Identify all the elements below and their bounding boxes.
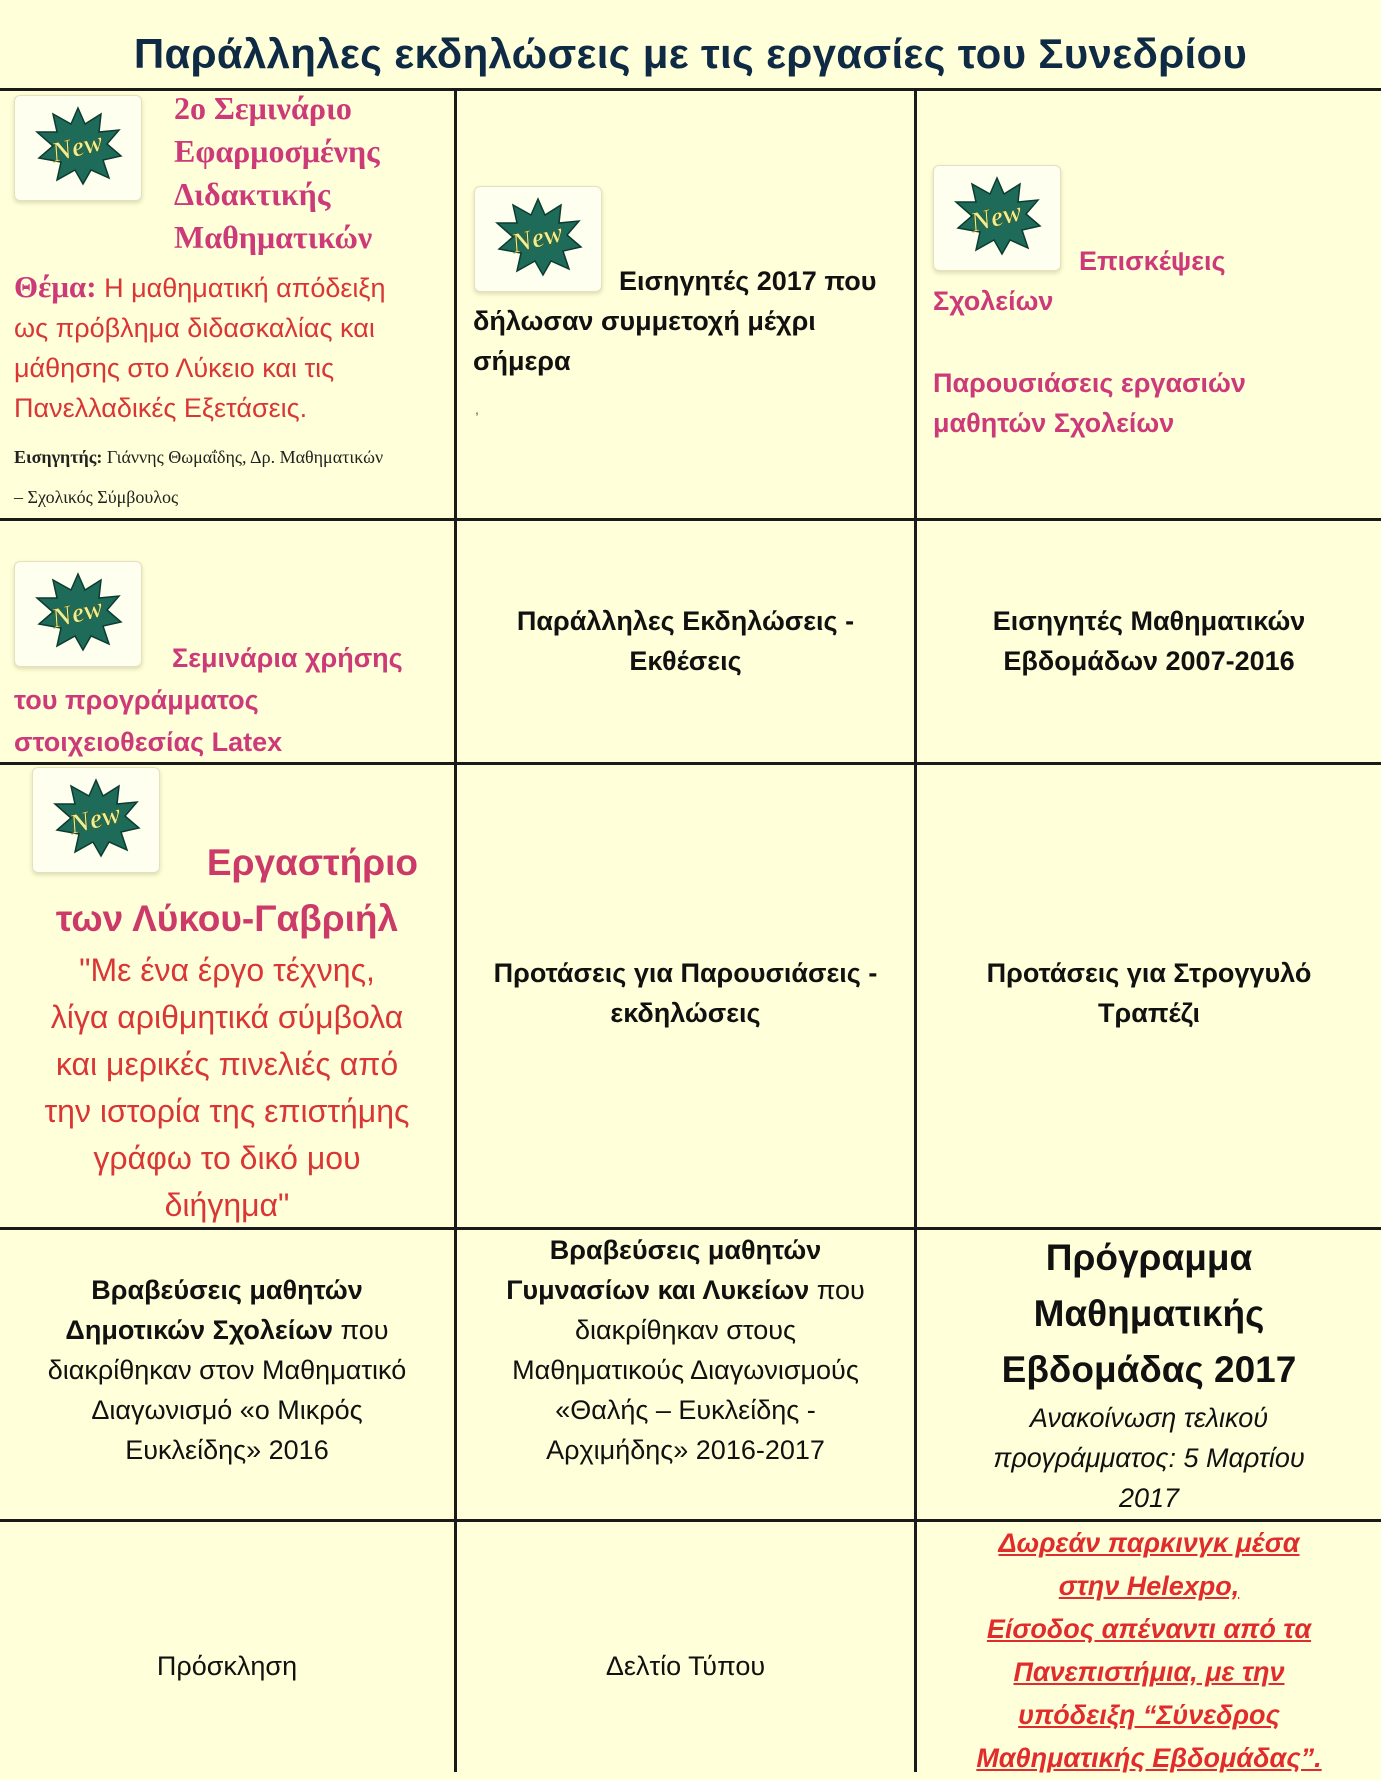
primary-awards-line: που [333, 1315, 389, 1345]
cell-primary-awards[interactable] [0, 1230, 454, 1519]
parallel-events-link[interactable]: Παράλληλες Εκδηλώσεις - [516, 606, 855, 636]
speakers-link[interactable]: Εισηγητές 2017 που [619, 266, 877, 296]
program-heading[interactable]: Μαθηματικής [1033, 1293, 1265, 1334]
presentation-proposals-link[interactable]: εκδηλώσεις [610, 998, 761, 1028]
past-speakers-link[interactable]: Εισηγητές Μαθηματικών [992, 606, 1306, 636]
program-heading[interactable]: Πρόγραμμα [1045, 1237, 1253, 1278]
parking-link[interactable]: στην Helexpo, [1058, 1571, 1240, 1601]
speakers-link[interactable]: δήλωσαν συμμετοχή μέχρι [473, 306, 816, 336]
page-title: Παράλληλες εκδηλώσεις με τις εργασίες του Συνεδρίου [133, 30, 1248, 77]
program-note: 2017 [1118, 1483, 1180, 1513]
secondary-awards-line[interactable]: Γυμνασίων και Λυκείων [506, 1275, 810, 1305]
latex-link[interactable]: του προγράμματος [14, 685, 259, 715]
program-heading[interactable]: Εβδομάδας 2017 [1001, 1349, 1297, 1390]
invitation-link[interactable]: Πρόσκληση [156, 1651, 298, 1681]
past-speakers-link[interactable]: Εβδομάδων 2007-2016 [1003, 646, 1295, 676]
speaker-name: Γιάννης Θωμαΐδης, Δρ. Μαθηματικών [102, 447, 384, 467]
topic-text: μάθησης στο Λύκειο και τις [14, 353, 335, 383]
presentation-proposals-link[interactable]: Προτάσεις για Παρουσιάσεις - [493, 958, 878, 988]
seminar-heading-line: Εφαρμοσμένης [174, 133, 380, 169]
roundtable-proposals-link[interactable]: Τραπέζι [1098, 998, 1200, 1028]
workshop-heading[interactable]: Εργαστήριο [206, 842, 418, 883]
svg-text:New: New [48, 126, 106, 169]
roundtable-proposals-link[interactable]: Προτάσεις για Στρογγυλό [986, 958, 1312, 988]
cell-program-2017[interactable] [917, 1230, 1381, 1519]
cell-parallel-events[interactable] [457, 521, 914, 762]
cell-roundtable-proposals[interactable] [917, 765, 1381, 1227]
cell-school-visits[interactable] [917, 91, 1381, 518]
stray-mark: , [475, 401, 479, 417]
workshop-quote-line: την ιστορία της επιστήμης [44, 1093, 410, 1129]
topic-text: ως πρόβλημα διδασκαλίας και [14, 313, 375, 343]
svg-text:New: New [508, 217, 566, 260]
cell-seminar-didactics[interactable] [0, 91, 454, 518]
student-presentations-link[interactable]: μαθητών Σχολείων [933, 408, 1175, 438]
cell-secondary-awards[interactable] [457, 1230, 914, 1519]
workshop-quote-line: "Με ένα έργο τέχνης, [79, 952, 375, 988]
new-badge [14, 95, 142, 201]
school-visits-link[interactable]: Επισκέψεις [1079, 246, 1226, 276]
secondary-awards-line: Αρχιμήδης» 2016-2017 [546, 1435, 825, 1465]
parking-link[interactable]: Μαθηματικής Εβδομάδας”. [976, 1743, 1322, 1773]
cell-presentation-proposals[interactable] [457, 765, 914, 1227]
speaker-label: Εισηγητής: [14, 447, 103, 467]
cell-press-release[interactable] [457, 1522, 914, 1772]
topic-text: Πανελλαδικές Εξετάσεις. [14, 393, 308, 423]
speaker-name: – Σχολικός Σύμβουλος [14, 487, 179, 507]
parking-link[interactable]: Είσοδος απέναντι από τα [986, 1614, 1312, 1644]
student-presentations-link[interactable]: Παρουσιάσεις εργασιών [933, 368, 1246, 398]
cell-workshop[interactable] [0, 765, 454, 1227]
seminar-heading-line: 2ο Σεμινάριο [174, 90, 352, 126]
parking-link[interactable]: Δωρεάν παρκινγκ μέσα [998, 1528, 1300, 1558]
press-release-link[interactable]: Δελτίο Τύπου [605, 1651, 766, 1681]
secondary-awards-line: Μαθηματικούς Διαγωνισμούς [512, 1355, 859, 1385]
svg-text:New: New [66, 798, 124, 841]
cell-past-speakers[interactable] [917, 521, 1381, 762]
seminar-heading-line: Διδακτικής [174, 176, 331, 212]
program-note: προγράμματος: 5 Μαρτίου [993, 1443, 1305, 1473]
new-starburst-icon [33, 106, 123, 186]
program-note: Ανακοίνωση τελικού [1029, 1403, 1269, 1433]
latex-link[interactable]: στοιχειοθεσίας Latex [14, 727, 283, 757]
cell-latex-seminars[interactable] [0, 521, 454, 762]
parking-link[interactable]: Πανεπιστήμια, με την [1013, 1657, 1285, 1687]
cell-parking-info[interactable] [917, 1522, 1381, 1772]
workshop-quote-line: και μερικές πινελιές από [55, 1046, 399, 1082]
workshop-heading[interactable]: των Λύκου-Γαβριήλ [55, 898, 399, 939]
secondary-awards-line: διακρίθηκαν στους [574, 1315, 797, 1345]
seminar-heading-line: Μαθηματικών [174, 219, 373, 255]
topic-label: Θέμα: [14, 269, 97, 304]
workshop-quote-line: γράφω το δικό μου [93, 1140, 361, 1176]
svg-text:New: New [48, 592, 106, 635]
primary-awards-line: Διαγωνισμό «ο Μικρός [91, 1395, 363, 1425]
primary-awards-line[interactable]: Βραβεύσεις μαθητών [91, 1275, 363, 1305]
school-visits-link[interactable]: Σχολείων [933, 286, 1054, 316]
parking-link[interactable]: υπόδειξη “Σύνεδρος [1018, 1700, 1280, 1730]
workshop-quote-line: διήγημα" [164, 1187, 290, 1223]
topic-text: Η μαθηματική απόδειξη [96, 273, 386, 303]
workshop-quote-line: λίγα αριθμητικά σύμβολα [50, 999, 404, 1035]
secondary-awards-line: που [809, 1275, 865, 1305]
primary-awards-line[interactable]: Δημοτικών Σχολείων [65, 1315, 334, 1345]
svg-text:New: New [967, 196, 1025, 239]
cell-speakers-2017[interactable] [457, 91, 914, 518]
cell-invitation[interactable] [0, 1522, 454, 1772]
primary-awards-line: διακρίθηκαν στον Μαθηματικό [47, 1355, 407, 1385]
parallel-events-link[interactable]: Εκθέσεις [629, 646, 742, 676]
secondary-awards-line: «Θαλής – Ευκλείδης - [555, 1395, 816, 1425]
latex-link[interactable]: Σεμινάρια χρήσης [172, 643, 403, 673]
speakers-link[interactable]: σήμερα [473, 346, 571, 376]
secondary-awards-line[interactable]: Βραβεύσεις μαθητών [549, 1235, 822, 1265]
primary-awards-line: Ευκλείδης» 2016 [125, 1435, 329, 1465]
